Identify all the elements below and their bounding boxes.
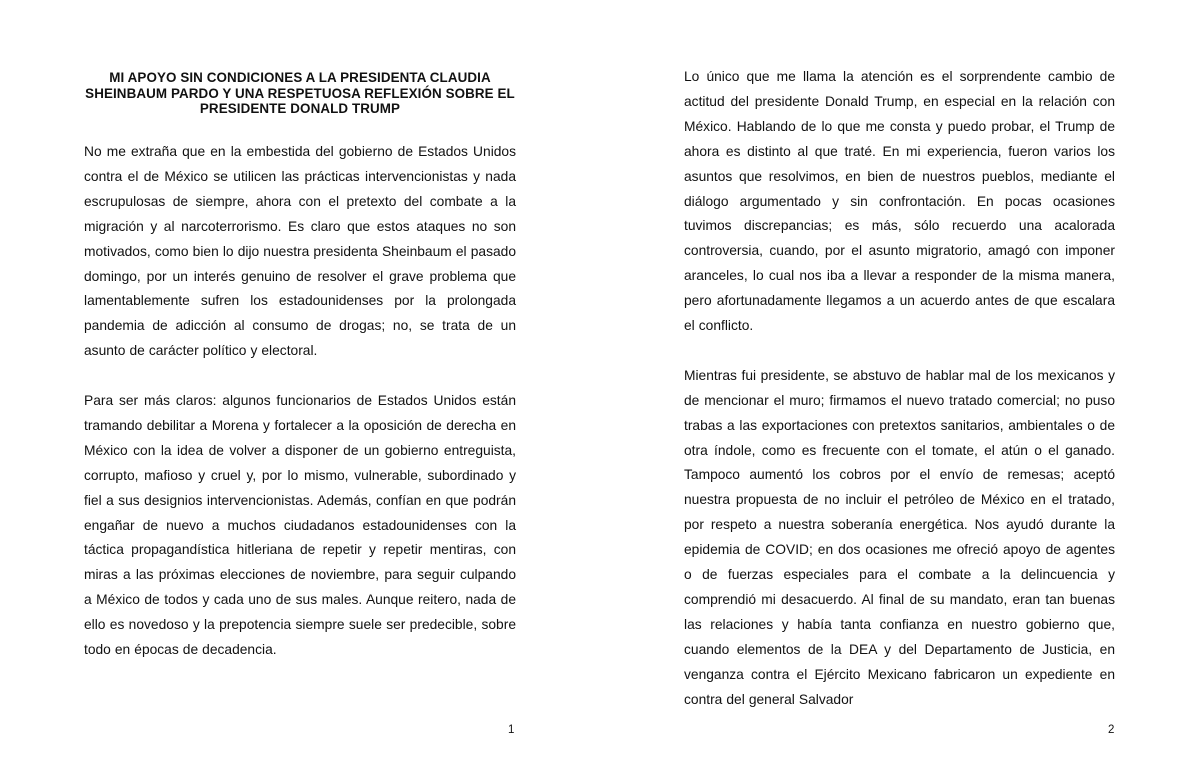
page-1-body: [84, 140, 516, 663]
paragraph-3: Lo único que me llama la atención es el sorprendente cambio de actitud del presidente Donald Trump, en especial en la relación con México. Hablando de lo que me consta y puedo probar, el Trump de ahora es distinto al que traté. En mi experiencia, fueron varios los asuntos que resolvimos, en bien de nuestros pueblos, mediante el diálogo argumentado y sin confrontación. En pocas ocasiones tuvimos discrepancias; es más, sólo recuerdo una acalorada controversia, cuando, por el asunto migratorio, amagó con imponer aranceles, lo cual nos iba a llevar a responder de la misma manera, pero afortunadamente llegamos a un acuerdo antes de que escalara el conflicto.: [684, 69, 1115, 334]
page-number-2: 2: [1108, 724, 1115, 736]
paragraph-2: Para ser más claros: algunos funcionarios de Estados Unidos están tramando debilitar a Morena y fortalecer a la oposición de derecha en México con la idea de volver a disponer de un gobierno entreguista, corrupto, mafioso y cruel y, por lo mismo, vulnerable, subordinado y fiel a sus designios intervencionistas. Además, confían en que podrán engañar de nuevo a muchos ciudadanos estadounidenses con la táctica propagandística hitleriana de repetir y repetir mentiras, con miras a las próximas elecciones de noviembre, para seguir culpando a México de todos y cada uno de sus males. Aunque reitero, nada de ello es novedoso y la prepotencia siempre suele ser predecible, sobre todo en épocas de decadencia.: [84, 393, 516, 658]
paragraph-1: No me extraña que en la embestida del gobierno de Estados Unidos contra el de México se utilicen las prácticas intervencionistas y nada escrupulosas de siempre, ahora con el pretexto del combate a la migración y al narcoterrorismo. Es claro que estos ataques no son motivados, como bien lo dijo nuestra presidenta Sheinbaum el pasado domingo, por un interés genuino de resolver el grave problema que lamentablemente sufren los estadounidenses por la prolongada pandemia de adicción al consumo de drogas; no, se trata de un asunto de carácter político y electoral.: [84, 144, 516, 359]
paragraph-4: Mientras fui presidente, se abstuvo de hablar mal de los mexicanos y de mencionar el muro; firmamos el nuevo tratado comercial; no puso trabas a las exportaciones con pretextos sanitarios, ambientales o de otra índole, como es frecuente con el tomate, el atún o el ganado. Tampoco aumentó los cobros por el envío de remesas; aceptó nuestra propuesta de no incluir el petróleo de México en el tratado, por respeto a nuestra soberanía energética. Nos ayudó durante la epidemia de COVID; en dos ocasiones me ofreció apoyo de agentes o de fuerzas especiales para el combate a la delincuencia y comprendió mi desacuerdo. Al final de su mandato, eran tan buenas las relaciones y había tanta confianza en nuestro gobierno que, cuando elementos de la DEA y del Departamento de Justicia, en venganza contra el Ejército Mexicano fabricaron un expediente en contra del general Salvador: [684, 367, 1115, 707]
page-2: [600, 0, 1200, 772]
page-2-body: [684, 65, 1115, 713]
document-title: MI APOYO SIN CONDICIONES A LA PRESIDENTA CLAUDIA SHEINBAUM PARDO Y UNA RESPETUOSA REFLEXIÓN SOBRE EL PRESIDENTE DONALD TRUMP: [85, 70, 515, 117]
page-number-1: 1: [508, 724, 515, 736]
